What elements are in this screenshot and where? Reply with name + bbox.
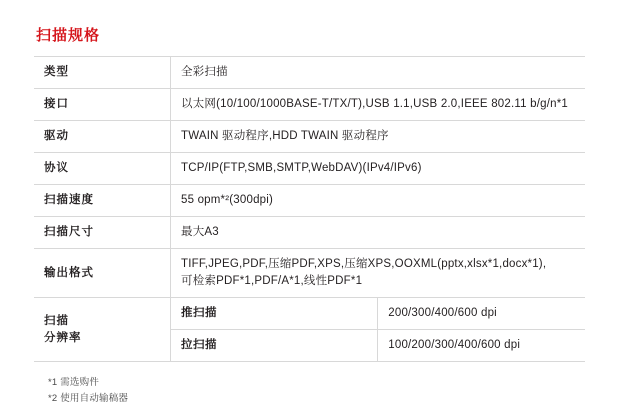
row-value — [171, 249, 586, 298]
row-label: 驱动 — [34, 121, 171, 153]
resolution-label-line2: 分辨率 — [44, 331, 82, 344]
resolution-sub-label: 推扫描 — [171, 298, 378, 330]
row-label: 扫描尺寸 — [34, 217, 171, 249]
row-value — [171, 57, 586, 89]
table-row — [34, 249, 585, 298]
row-label: 类型 — [34, 57, 171, 89]
table-row — [34, 185, 585, 217]
row-value — [171, 185, 586, 217]
footnotes — [48, 375, 584, 407]
row-value-line: TCP/IP(FTP,SMB,SMTP,WebDAV)(IPv4/IPv6) — [181, 162, 422, 174]
row-value — [171, 89, 586, 121]
row-value — [171, 217, 586, 249]
table-row — [34, 298, 585, 330]
row-label: 输出格式 — [34, 249, 171, 298]
table-row — [34, 217, 585, 249]
resolution-value: 200/300/400/600 dpi — [378, 298, 585, 330]
footnote-2: *2 使用自动输稿器 — [48, 393, 129, 404]
table-row — [34, 89, 585, 121]
resolution-value: 100/200/300/400/600 dpi — [378, 330, 585, 362]
row-value-line: 55 opm*²(300dpi) — [181, 194, 274, 206]
table-row — [34, 153, 585, 185]
resolution-sub-label: 拉扫描 — [171, 330, 378, 362]
resolution-label — [34, 298, 171, 362]
row-label: 扫描速度 — [34, 185, 171, 217]
table-row — [34, 57, 585, 89]
page-title: 扫描规格 — [36, 27, 101, 44]
row-value-line: TIFF,JPEG,PDF,压缩PDF,XPS,压缩XPS,OOXML(pptx,xlsx*1,docx*1), — [181, 258, 547, 270]
row-value-line: 可检索PDF*1,PDF/A*1,线性PDF*1 — [181, 275, 363, 287]
row-value — [171, 121, 586, 153]
footnote-1: *1 需选购件 — [48, 377, 100, 388]
row-value-line: 最大A3 — [181, 226, 219, 238]
row-value — [171, 153, 586, 185]
row-label: 接口 — [34, 89, 171, 121]
row-value-line: 全彩扫描 — [181, 66, 228, 78]
row-label: 协议 — [34, 153, 171, 185]
row-value-line: TWAIN 驱动程序,HDD TWAIN 驱动程序 — [181, 130, 389, 142]
row-value-line: 以太网(10/100/1000BASE-T/TX/T),USB 1.1,USB 2.0,IEEE 802.11 b/g/n*1 — [181, 98, 568, 110]
resolution-label-line1: 扫描 — [44, 314, 69, 327]
table-row — [34, 121, 585, 153]
spec-table — [34, 56, 585, 362]
